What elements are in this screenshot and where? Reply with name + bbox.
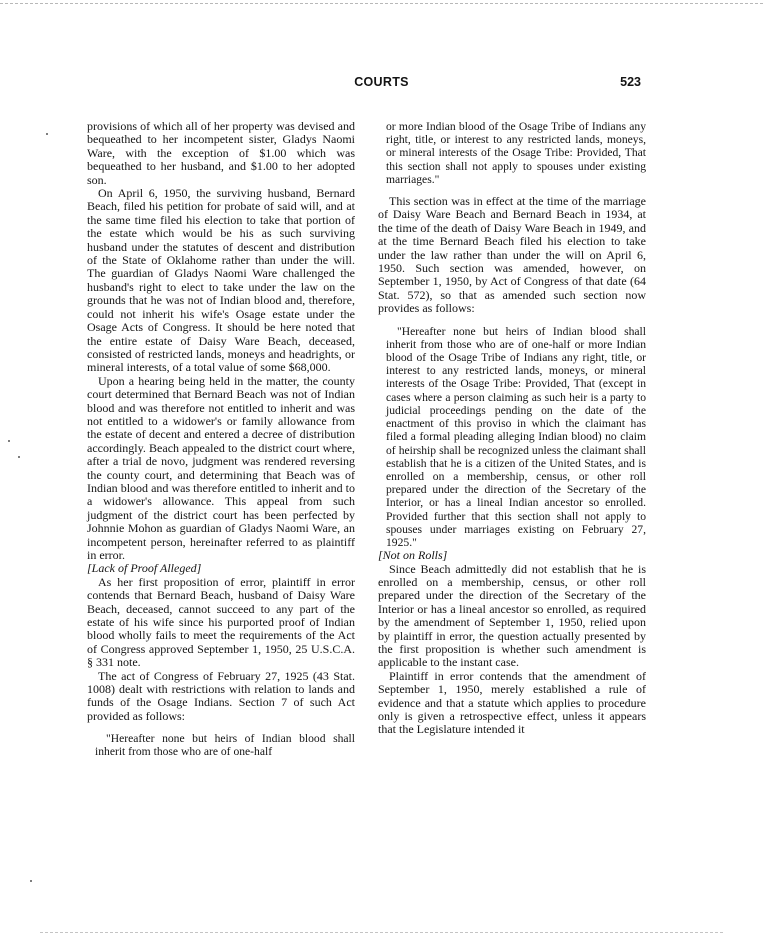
paragraph: On April 6, 1950, the surviving husband, Bernard Beach, filed his petition for probate of said will, and at the same time filed his election to take that portion of the estate which would be his as such surviving husband under the statutes of descent and distribution of the State of Oklahome rather than under the will. The guardian of Gladys Naomi Ware challenged the husband's right to elect to take under the law on the grounds that he was not of Indian blood and, therefore, could not inherit his wife's Osage estate under the Osage Acts of Congress. It should be here noted that the entire estate of Daisy Ware Beach, deceased, consisted of restricted lands, moneys and headrights, or mineral interests, of a total value of some $68,000. bbox=[87, 186, 355, 375]
paragraph: The act of Congress of February 27, 1925 (43 Stat. 1008) dealt with restrictions with relation to lands and funds of the Osage Indians. Section 7 of such Act provided as follows: bbox=[87, 668, 355, 723]
quote-text: "Hereafter none but heirs of Indian blood shall inherit from those who are of one-half bbox=[95, 732, 355, 759]
right-column bbox=[378, 120, 646, 737]
running-head-title: COURTS bbox=[354, 75, 409, 89]
running-head bbox=[0, 75, 763, 91]
paragraph: Upon a hearing being held in the matter, the county court determined that Bernard Beach was not of Indian blood and was therefore not entitled to inherit and was not entitled to a widower's or family allowance from the estate of decent and entered a decree of distribution accordingly. Beach appealed to the district court where, after a trial de novo, judgment was rendered reversing the county court, and determining that Beach was of Indian blood and was therefore entitled to inherit and to a widower's allowance. This appeal from such judgment of the district court has been perfected by Johnnie Mohon as guardian of Gladys Naomi Ware, an incompetent person, hereinafter referred to as plaintiff in error. bbox=[87, 373, 355, 562]
margin-speck bbox=[8, 440, 10, 442]
margin-speck bbox=[46, 133, 48, 135]
margin-speck bbox=[30, 880, 32, 882]
section-heading: [Not on Rolls] bbox=[378, 548, 448, 563]
section-heading: [Lack of Proof Alleged] bbox=[87, 561, 202, 576]
paragraph: This section was in effect at the time of the marriage of Daisy Ware Beach and Bernard Beach in 1934, at the time of the death of Daisy Ware Beach in 1949, and at the time Bernard Beach filed his election to take under the law rather than under the will on April 6, 1950. Such section was amended, however, on September 1, 1950, by Act of Congress of that date (64 Stat. 572), so that as amended such section now provides as follows: bbox=[378, 194, 646, 316]
block-quote bbox=[378, 325, 646, 549]
top-border-line bbox=[0, 3, 763, 4]
paragraph: Since Beach admittedly did not establish that he is enrolled on a membership, census, or other roll prepared under the direction of the Secretary of the Interior or has a lineal ancestor so enrolled, as required by the amendment of September 1, 1950, relied upon by plaintiff in error, the question actually presented by the first proposition is whether such amendment is applicable to the instant case. bbox=[378, 561, 646, 670]
paragraph: provisions of which all of her property was devised and bequeathed to her incompetent sister, Gladys Naomi Ware, with the exception of $1.00 which was bequeathed to her husband, and $1.00 to her adopted son. bbox=[87, 119, 355, 187]
left-column bbox=[87, 120, 355, 759]
paragraph: As her first proposition of error, plaintiff in error contends that Bernard Beach, husband of Daisy Ware Beach, deceased, cannot succeed to any part of the estate of his wife since his purported proof of Indian blood wholly fails to meet the requirements of the Act of Congress approved September 1, 1950, 25 U.S.C.A. § 331 note. bbox=[87, 574, 355, 670]
page-number: 523 bbox=[620, 75, 641, 89]
block-quote bbox=[87, 732, 355, 758]
margin-speck bbox=[18, 456, 20, 458]
block-quote bbox=[378, 120, 646, 186]
bottom-border-line bbox=[40, 932, 723, 933]
quote-text: "Hereafter none but heirs of Indian blood shall inherit from those who are of one-half or more Indian blood of the Osage Tribe of Indians any right, title, or interest to any restricted lands, moneys, or mineral interests of the Osage Tribe: Provided, That (except in cases where a person claiming as such heir is a party to judicial proceedings pending on the date of the enactment of this proviso in which the claimant has filed a formal pleading alleging Indian blood) no claim of heirship shall be recognized unless the claimant shall establish that he is a citizen of the United States, and is enrolled on a membership, census, or other roll prepared under the direction of the Secretary of the Interior, or has a lineal Indian ancestor so enrolled. Provided further that this section shall not apply to spouses under marriages existing on February 27, 1925." bbox=[386, 324, 646, 549]
quote-text: or more Indian blood of the Osage Tribe of Indians any right, title, or interest to any restricted lands, moneys, or mineral interests of the Osage Tribe: Provided, That this section shall not apply to spouses under existing marriages." bbox=[386, 120, 646, 186]
paragraph: Plaintiff in error contends that the amendment of September 1, 1950, merely established a rule of evidence and that a statute which applies to procedure only is given a retrospective effect, unless it appears that the Legislature intended it bbox=[378, 668, 646, 737]
